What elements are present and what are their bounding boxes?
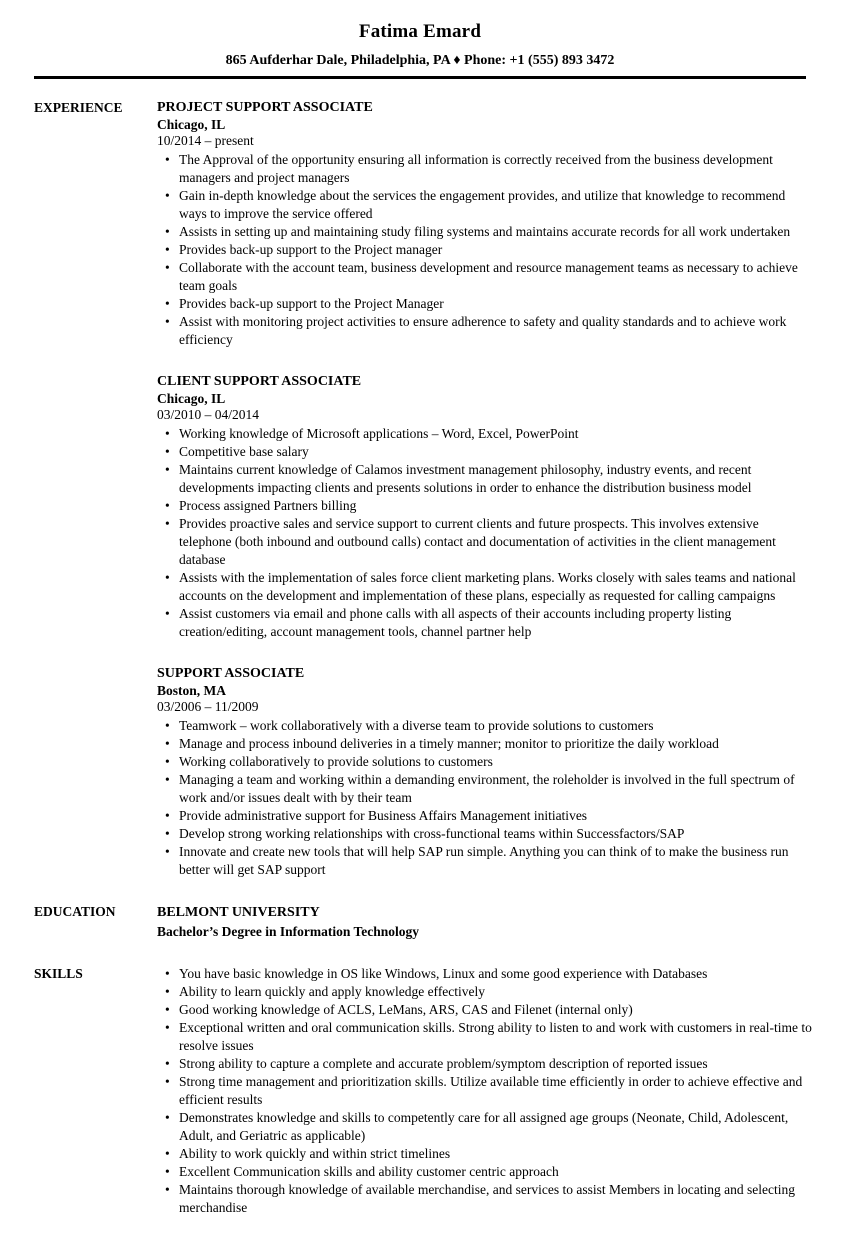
job-bullet-list [157, 151, 812, 349]
bullet-item: • Ability to learn quickly and apply knowledge effectively [157, 983, 812, 1001]
bullet-item: • You have basic knowledge in OS like Windows, Linux and some good experience with Databases [157, 965, 812, 983]
job-title: SUPPORT ASSOCIATE [157, 666, 305, 681]
job-dates: 03/2006 – 11/2009 [157, 699, 259, 714]
skills-bullet-list [157, 965, 812, 1217]
bullet-item: • Strong time management and prioritization skills. Utilize available time efficiently in order to achieve effective and efficient results [157, 1073, 812, 1109]
section-skills [34, 965, 812, 1217]
skills-content [157, 965, 812, 1217]
bullet-item: • Assists in setting up and maintaining study filing systems and maintains accurate records for all work undertaken [157, 223, 812, 241]
job-entry-project-support-associate [157, 99, 812, 349]
bullet-item: • Exceptional written and oral communication skills. Strong ability to listen to and work with customers in real-time to resolve issues [157, 1019, 812, 1055]
education-label: EDUCATION [34, 904, 116, 919]
job-entry-support-associate [157, 665, 812, 879]
job-dates: 10/2014 – present [157, 133, 254, 148]
bullet-item: • Good working knowledge of ACLS, LeMans, ARS, CAS and Filenet (internal only) [157, 1001, 812, 1019]
job-entry-client-support-associate [157, 373, 812, 641]
bullet-item: • The Approval of the opportunity ensuring all information is correctly received from the business development managers and project managers [157, 151, 812, 187]
bullet-item: • Demonstrates knowledge and skills to competently care for all assigned age groups (Neonate, Child, Adolescent, Adult, and Geriatric as applicable) [157, 1109, 812, 1145]
bullet-item: • Process assigned Partners billing [157, 497, 812, 515]
education-degree: Bachelor’s Degree in Information Technology [157, 924, 419, 939]
bullet-item: • Ability to work quickly and within strict timelines [157, 1145, 812, 1163]
bullet-item: • Manage and process inbound deliveries in a timely manner; monitor to prioritize the daily workload [157, 735, 812, 753]
job-title: PROJECT SUPPORT ASSOCIATE [157, 100, 373, 115]
bullet-item: • Working knowledge of Microsoft applications – Word, Excel, PowerPoint [157, 425, 812, 443]
skills-label: SKILLS [34, 966, 83, 981]
bullet-item: • Develop strong working relationships with cross-functional teams within Successfactors/SAP [157, 825, 812, 843]
resume-header [34, 20, 806, 79]
section-education [34, 903, 812, 941]
bullet-item: • Provide administrative support for Business Affairs Management initiatives [157, 807, 812, 825]
bullet-item: • Gain in-depth knowledge about the services the engagement provides, and utilize that knowledge to recommend ways to improve the service offered [157, 187, 812, 223]
bullet-item: • Assist with monitoring project activities to ensure adherence to safety and quality standards and to achieve work efficiency [157, 313, 812, 349]
person-name: Fatima Emard [358, 21, 482, 42]
education-content [157, 903, 812, 941]
bullet-item: • Excellent Communication skills and ability customer centric approach [157, 1163, 812, 1181]
job-location: Boston, MA [157, 683, 227, 698]
bullet-item: • Managing a team and working within a demanding environment, the roleholder is involved in the full spectrum of work and/or issues dealt with by their team [157, 771, 812, 807]
job-dates: 03/2010 – 04/2014 [157, 407, 260, 422]
job-location: Chicago, IL [157, 391, 226, 406]
bullet-item: • Provides back-up support to the Project manager [157, 241, 812, 259]
bullet-item: • Assist customers via email and phone calls with all aspects of their accounts including property listing creation/editing, account management tools, channel partner help [157, 605, 812, 641]
bullet-item: • Maintains current knowledge of Calamos investment management philosophy, industry events, and recent developments impacting clients and presents solutions in order to enhance the distribution business model [157, 461, 812, 497]
bullet-item: • Provides proactive sales and service support to current clients and future prospects. This involves extensive telephone (both inbound and outbound calls) contact and documentation of activities in the client management database [157, 515, 812, 569]
job-location: Chicago, IL [157, 117, 226, 132]
job-title: CLIENT SUPPORT ASSOCIATE [157, 374, 362, 389]
bullet-item: • Working collaboratively to provide solutions to customers [157, 753, 812, 771]
education-school: BELMONT UNIVERSITY [157, 905, 320, 920]
bullet-item: • Innovate and create new tools that will help SAP run simple. Anything you can think of to make the business run better will get SAP support [157, 843, 812, 879]
experience-label: EXPERIENCE [34, 100, 123, 115]
job-bullet-list [157, 717, 812, 879]
bullet-item: • Competitive base salary [157, 443, 812, 461]
bullet-item: • Assists with the implementation of sales force client marketing plans. Works closely with sales teams and national accounts on the development and implementation of these plans, especially as requested for calling campaigns [157, 569, 812, 605]
job-bullet-list [157, 425, 812, 641]
contact-line: 865 Aufderhar Dale, Philadelphia, PA ♦ Phone: +1 (555) 893 3472 [225, 53, 615, 68]
section-experience [34, 99, 812, 879]
bullet-item: • Strong ability to capture a complete and accurate problem/symptom description of reported issues [157, 1055, 812, 1073]
experience-content [157, 99, 812, 879]
bullet-item: • Teamwork – work collaboratively with a diverse team to provide solutions to customers [157, 717, 812, 735]
bullet-item: • Provides back-up support to the Project Manager [157, 295, 812, 313]
bullet-item: • Maintains thorough knowledge of available merchandise, and services to assist Members in locating and selecting merchandise [157, 1181, 812, 1217]
bullet-item: • Collaborate with the account team, business development and resource management teams as necessary to achieve team goals [157, 259, 812, 295]
